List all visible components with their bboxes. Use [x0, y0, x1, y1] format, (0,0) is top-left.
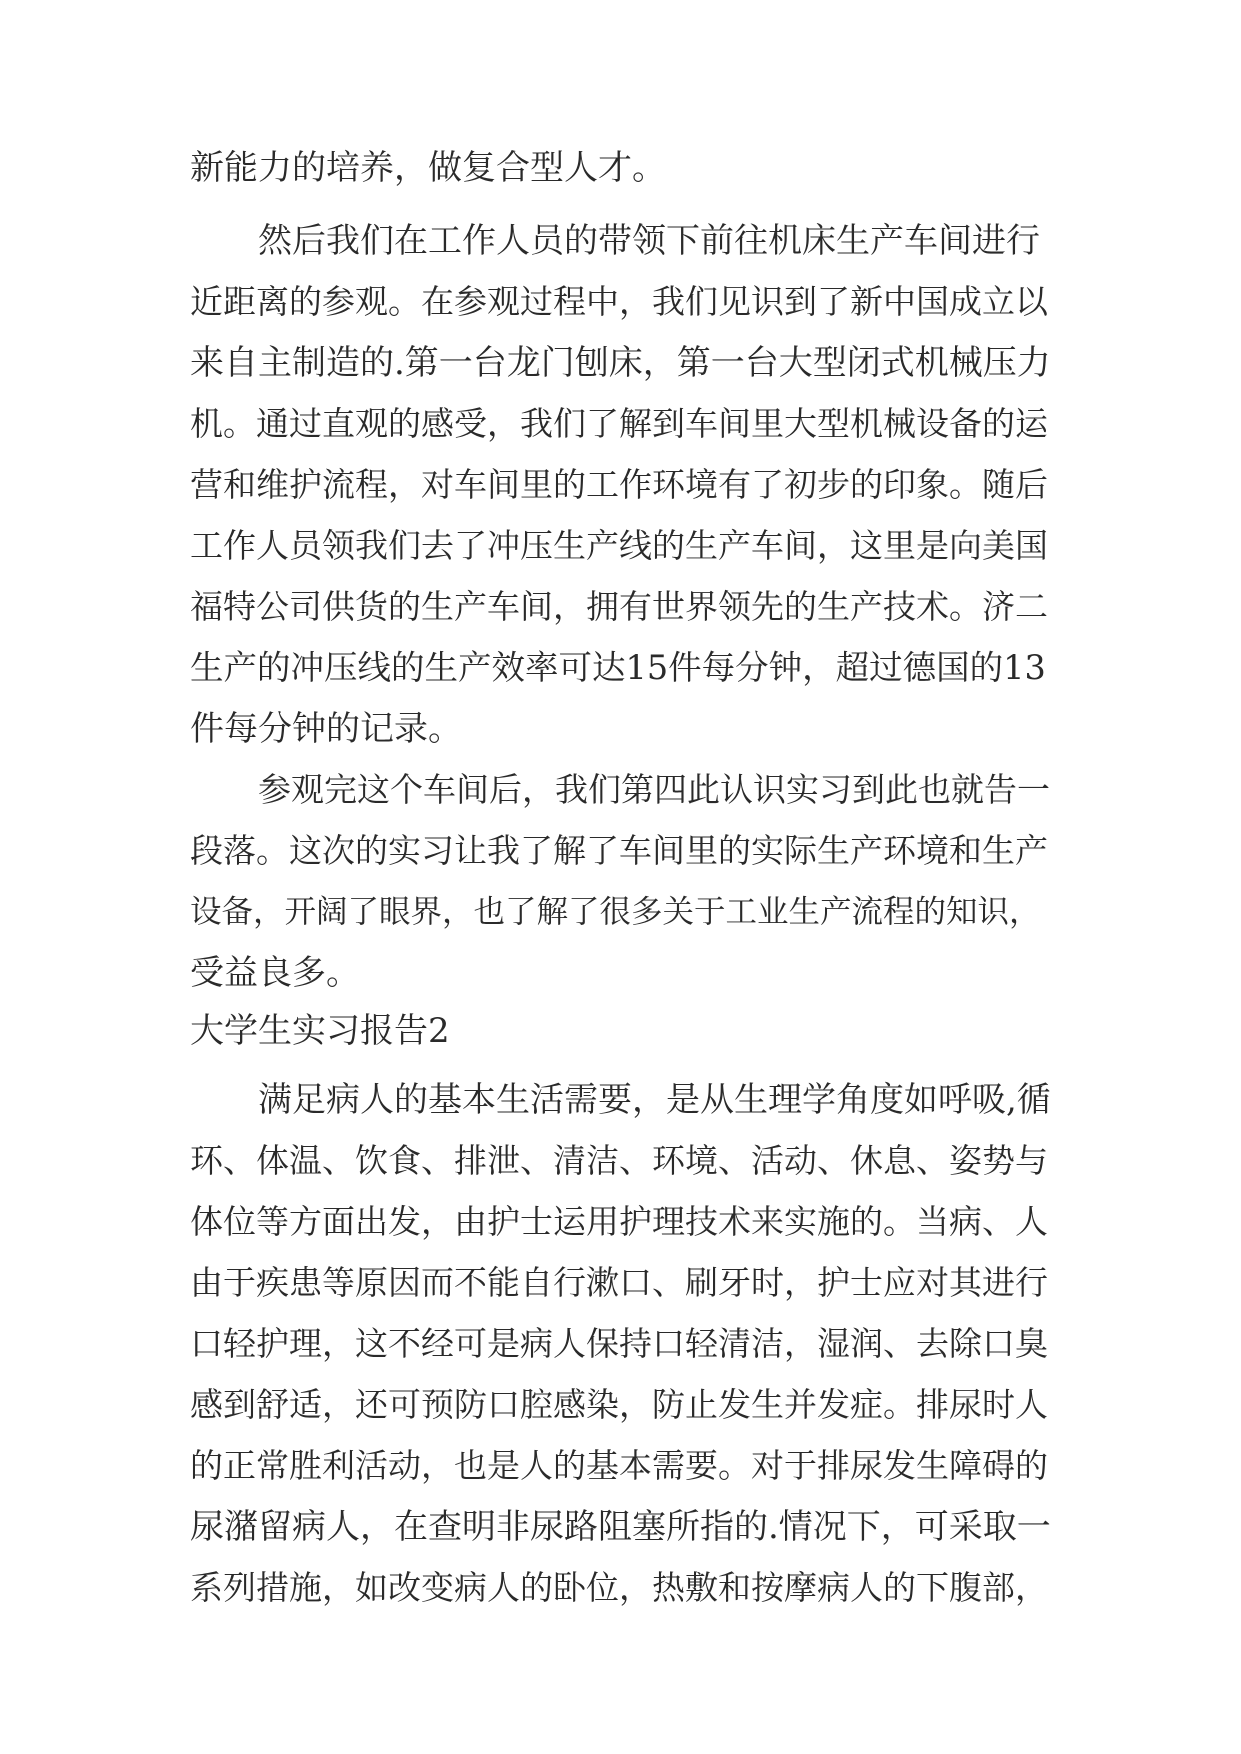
paragraph-first-line: 满足病人的基本生活需要，是从生理学角度如呼吸,循	[258, 1080, 1051, 1120]
text-line: 工作人员领我们去了冲压生产线的生产车间，这里是向美国	[190, 526, 1048, 565]
text-line: 件每分钟的记录。	[190, 709, 462, 749]
text-line: 来自主制造的.第一台龙门刨床，第一台大型闭式机械压力	[190, 343, 1051, 383]
section-heading: 大学生实习报告2	[190, 1011, 450, 1051]
paragraph-first-line: 然后我们在工作人员的带领下前往机床生产车间进行	[258, 221, 1040, 261]
text-line: 感到舒适，还可预防口腔感染，防止发生并发症。排尿时人	[190, 1385, 1048, 1424]
text-line: 系列措施，如改变病人的卧位，热敷和按摩病人的下腹部，	[190, 1568, 1048, 1607]
text-line: 环、体温、饮食、排泄、清洁、环境、活动、休息、姿势与	[190, 1141, 1048, 1180]
text-line: 受益良多。	[190, 953, 360, 993]
text-line: 营和维护流程，对车间里的工作环境有了初步的印象。随后	[190, 465, 1048, 504]
text-line: 的正常胜利活动，也是人的基本需要。对于排尿发生障碍的	[190, 1446, 1048, 1485]
text-line: 福特公司供货的生产车间，拥有世界领先的生产技术。济二	[190, 587, 1048, 626]
text-line: 设备，开阔了眼界，也了解了很多关于工业生产流程的知识，	[190, 894, 1041, 930]
text-line: 由于疾患等原因而不能自行漱口、刷牙时，护士应对其进行	[190, 1263, 1048, 1302]
text-line: 段落。这次的实习让我了解了车间里的实际生产环境和生产	[190, 831, 1048, 870]
text-line: 尿潴留病人，在查明非尿路阻塞所指的.情况下，可采取一	[190, 1507, 1051, 1547]
text-line: 生产的冲压线的生产效率可达15件每分钟，超过德国的13	[190, 648, 1046, 687]
text-line: 新能力的培养，做复合型人才。	[190, 148, 666, 188]
text-line: 体位等方面出发，由护士运用护理技术来实施的。当病、人	[190, 1202, 1048, 1241]
text-line: 口轻护理，这不经可是病人保持口轻清洁，湿润、去除口臭	[190, 1324, 1048, 1363]
text-line: 近距离的参观。在参观过程中，我们见识到了新中国成立以	[190, 282, 1048, 321]
text-line: 机。通过直观的感受，我们了解到车间里大型机械设备的运	[190, 404, 1048, 443]
paragraph-first-line: 参观完这个车间后，我们第四此认识实习到此也就告一	[258, 770, 1050, 809]
